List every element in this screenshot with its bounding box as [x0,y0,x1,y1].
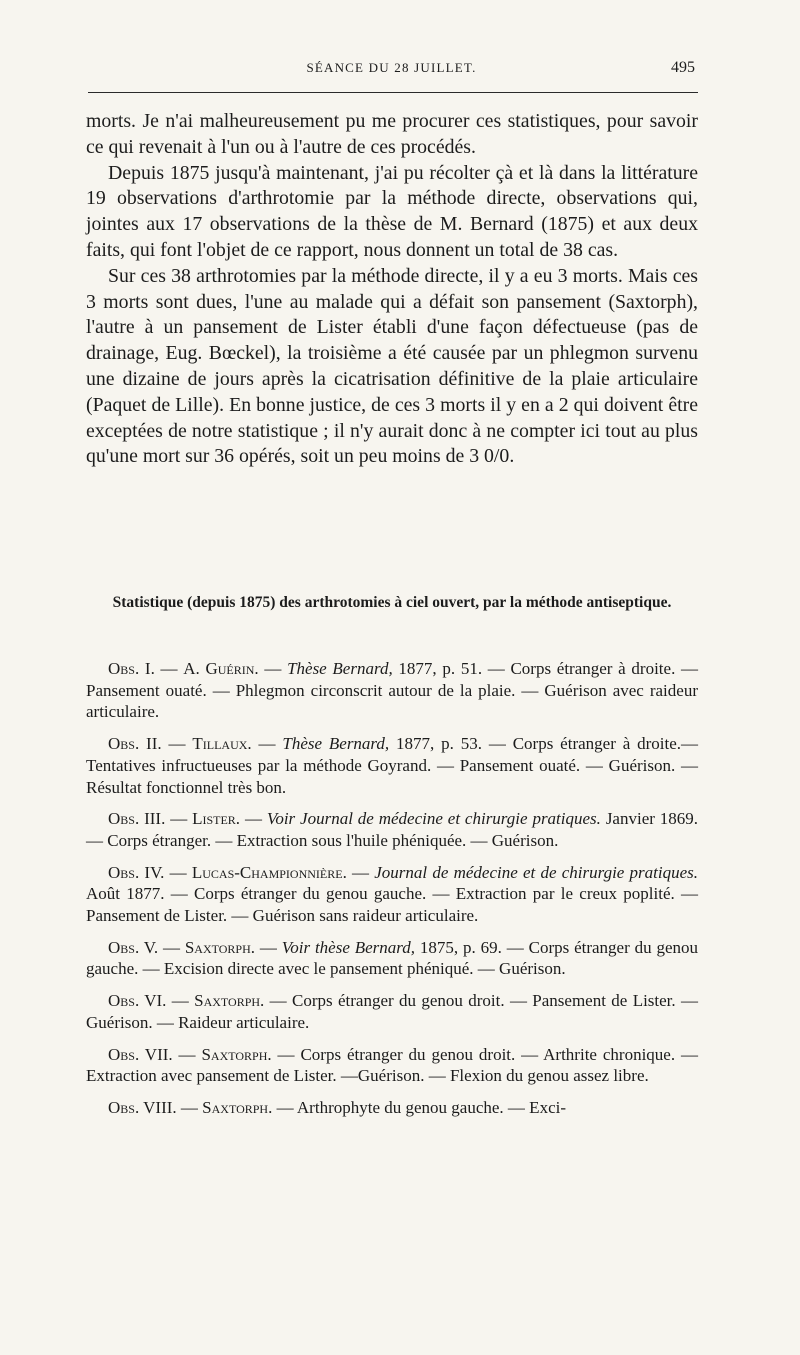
obs-number: Obs. III. [108,809,166,829]
obs-author: Lister. [192,809,241,829]
section-title: Statistique (depuis 1875) des arthrotomies à ciel ouvert, par la méthode antiseptique. [112,594,672,611]
obs-number: Obs. VIII. [108,1097,177,1117]
obs-text: 1877, p. 53. — Corps étranger à droite.—Tentatives infructueuses par la méthode Goyrand. — Pansement ouaté. — Guérison. — Résultat fonctionnel très bon. [86,734,699,797]
observation: Obs. VI. — Saxtorph. — Corps étranger du genou droit. — Pansement de Lister. — Guérison. — Raideur articulaire. [86,991,699,1032]
obs-number: Obs. VI. [108,991,167,1011]
observation: Obs. III. — Lister. — Voir Journal de médecine et chirurgie pratiques. Janvier 1869. — Corps étranger. — Extraction sous l'huile phéniquée. — Guérison. [86,809,699,850]
obs-text: Janvier 1869. — Corps étranger. — Extraction sous l'huile phéniquée. — Guérison. [86,809,699,850]
obs-reference: Voir Journal de médecine et chirurgie pratiques. [266,809,601,829]
page-number: 495 [671,59,695,76]
obs-reference: Thèse Bernard, [287,659,393,678]
body-text [86,109,698,470]
obs-reference: Voir thèse Bernard, [281,937,416,957]
running-title: SÉANCE DU 28 JUILLET. [306,60,477,75]
obs-text: Arthrophyte du genou gauche. — Exci- [296,1097,566,1117]
obs-text: Août 1877. — Corps étranger du genou gauche. — Extraction par le creux poplité. — Pansement de Lister. — Guérison sans raideur articulaire. [86,884,698,926]
obs-author: A. Guérin. [183,659,259,678]
observation: Obs. VII. — Saxtorph. — Corps étranger du genou droit. — Arthrite chronique. — Extraction avec pansement de Lister. —Guérison. — Flexion du genou assez libre. [86,1044,698,1086]
obs-number: Obs. VII. [108,1044,173,1064]
obs-author: Saxtorph. [184,937,256,957]
obs-text: 1875, p. 69. — Corps étranger du genou gauche. — Excision directe avec le pansement phéniqué. — Guérison. [86,937,699,979]
obs-reference: Journal de médecine et de chirurgie pratiques. [374,862,699,882]
obs-author: Tillaux. [192,734,252,754]
obs-author: Saxtorph. [202,1097,273,1117]
paragraph: Sur ces 38 arthrotomies par la méthode directe, il y a eu 3 morts. Mais ces 3 morts sont dues, l'une au malade qui a défait son pansement (Saxtorph), l'autre à un pansement de Lister établi d'une façon défectueuse (pas de drainage, Eug. Bœckel), la troisième a été causée par un phlegmon survenu une dizaine de jours après la cicatrisation définitive de la plaie articulaire (Paquet de Lille). En bonne justice, de ces 3 morts il y en a 2 qui doivent être exceptées de notre statistique ; il n'y aurait donc à ne compter ici tout au plus qu'une mort sur 36 opérés, soit un peu moins de 3 0/0. [86,264,698,468]
running-head [88,60,695,84]
observation: Obs. II. — Tillaux. — Thèse Bernard, 1877, p. 53. — Corps étranger à droite.—Tentatives infructueuses par la méthode Goyrand. — Pansement ouaté. — Guérison. — Résultat fonctionnel très bon. [86,734,699,797]
obs-reference: Thèse Bernard, [282,734,390,754]
obs-text: Corps étranger du genou droit. — Arthrite chronique. — Extraction avec pansement de Lister. —Guérison. — Flexion du genou assez libre. [86,1044,698,1086]
paragraph: morts. Je n'ai malheureusement pu me procurer ces statistiques, pour savoir ce qui revenait à l'un ou à l'autre de ces procédés. [86,110,698,158]
header-rule [88,92,698,93]
observation: Obs. V. — Saxtorph. — Voir thèse Bernard, 1875, p. 69. — Corps étranger du genou gauche. — Excision directe avec le pansement phéniqué. — Guérison. [86,937,699,979]
obs-number: Obs. IV. [108,862,165,882]
observation-list [86,658,698,1129]
obs-text: 1877, p. 51. — Corps étranger à droite. — Pansement ouaté. — Phlegmon circonscrit autour de la plaie. — Guérison avec raideur articulaire. [86,659,699,722]
observation: Obs. I. — A. Guérin. — Thèse Bernard, 1877, p. 51. — Corps étranger à droite. — Pansement ouaté. — Phlegmon circonscrit autour de la plaie. — Guérison avec raideur articulaire. [86,659,699,722]
obs-author: Saxtorph. [201,1044,272,1064]
obs-number: Obs. V. [108,937,159,957]
obs-author: Saxtorph. [194,991,265,1011]
obs-text: Corps étranger du genou droit. — Pansement de Lister. — Guérison. — Raideur articulaire. [86,991,699,1032]
paragraph: Depuis 1875 jusqu'à maintenant, j'ai pu récolter çà et là dans la littérature 19 observations d'arthrotomie par la méthode directe, observations qui, jointes aux 17 observations de la thèse de M. Bernard (1875) et aux deux faits, qui font l'objet de ce rapport, nous donnent un total de 38 cas. [86,161,698,261]
obs-author: Lucas-Championnière. [191,862,347,882]
observation: Obs. IV. — Lucas-Championnière. — Journal de médecine et de chirurgie pratiques. Août 1877. — Corps étranger du genou gauche. — Extraction par le creux poplité. — Pansement de Lister. — Guérison sans raideur articulaire. [86,862,699,926]
obs-number: Obs. I. [108,659,155,678]
observation: Obs. VIII. — Saxtorph. — Arthrophyte du genou gauche. — Exci- [108,1097,566,1117]
obs-number: Obs. II. [108,734,162,754]
